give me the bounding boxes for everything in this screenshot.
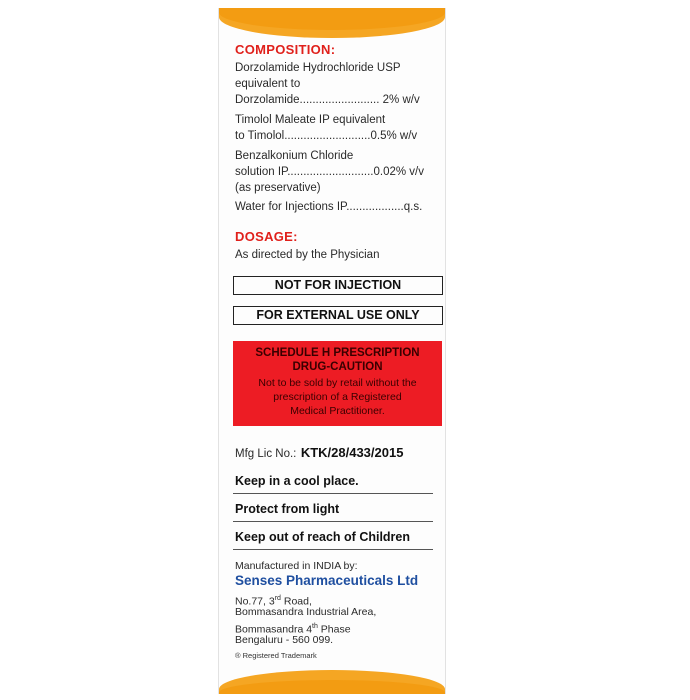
composition-line: Benzalkonium Chloride (235, 150, 354, 162)
composition-line: solution IP...........................0.02% v/v (235, 166, 424, 178)
divider (233, 549, 433, 550)
divider (233, 521, 433, 522)
schedule-body-line: Not to be sold by retail without the (258, 377, 417, 389)
license-row (235, 444, 403, 462)
address-text: Bommasandra 4 (235, 623, 313, 636)
address-text: No.77, 3 (235, 595, 275, 608)
address-text: Road, (280, 595, 312, 608)
address-text: Phase (317, 623, 351, 636)
license-number: KTK/28/433/2015 (300, 445, 404, 460)
storage-instruction: Keep in a cool place. (235, 474, 359, 488)
schedule-h-caution-box (233, 341, 442, 426)
storage-instruction: Protect from light (235, 502, 340, 516)
address-sup: rd (274, 595, 281, 602)
medicine-carton-panel (218, 8, 446, 694)
schedule-subtitle: DRUG-CAUTION (292, 361, 383, 373)
license-label: Mfg Lic No.: (235, 448, 297, 460)
storage-instruction: Keep out of reach of Children (235, 530, 411, 544)
composition-line: equivalent to (235, 78, 301, 90)
manufacturer-name: Senses Pharmaceuticals Ltd (235, 573, 419, 588)
composition-line: to Timolol...........................0.5% w/v (235, 130, 418, 142)
schedule-body-line: Medical Practitioner. (290, 405, 385, 417)
composition-line: Water for Injections IP..................q.s. (235, 201, 423, 213)
address-line: Bommasandra Industrial Area, (235, 606, 377, 618)
divider (233, 493, 433, 494)
address-sup: th (312, 623, 318, 630)
registered-trademark-note: ® Registered Trademark (235, 651, 317, 660)
composition-line: Dorzolamide......................... 2% w/v (235, 94, 420, 106)
manufactured-in-label: Manufactured in INDIA by: (235, 560, 358, 572)
dosage-text: As directed by the Physician (235, 249, 380, 261)
external-use-box: FOR EXTERNAL USE ONLY (233, 306, 443, 325)
schedule-body-line: prescription of a Registered (273, 391, 402, 403)
schedule-title: SCHEDULE H PRESCRIPTION (255, 347, 420, 359)
composition-line: Timolol Maleate IP equivalent (235, 114, 386, 126)
composition-line: Dorzolamide Hydrochloride USP (235, 62, 401, 74)
composition-heading: COMPOSITION: (235, 42, 336, 57)
dosage-heading: DOSAGE: (235, 229, 298, 244)
not-for-injection-box: NOT FOR INJECTION (233, 276, 443, 295)
address-line: Bengaluru - 560 099. (235, 634, 334, 646)
composition-line: (as preservative) (235, 182, 321, 194)
